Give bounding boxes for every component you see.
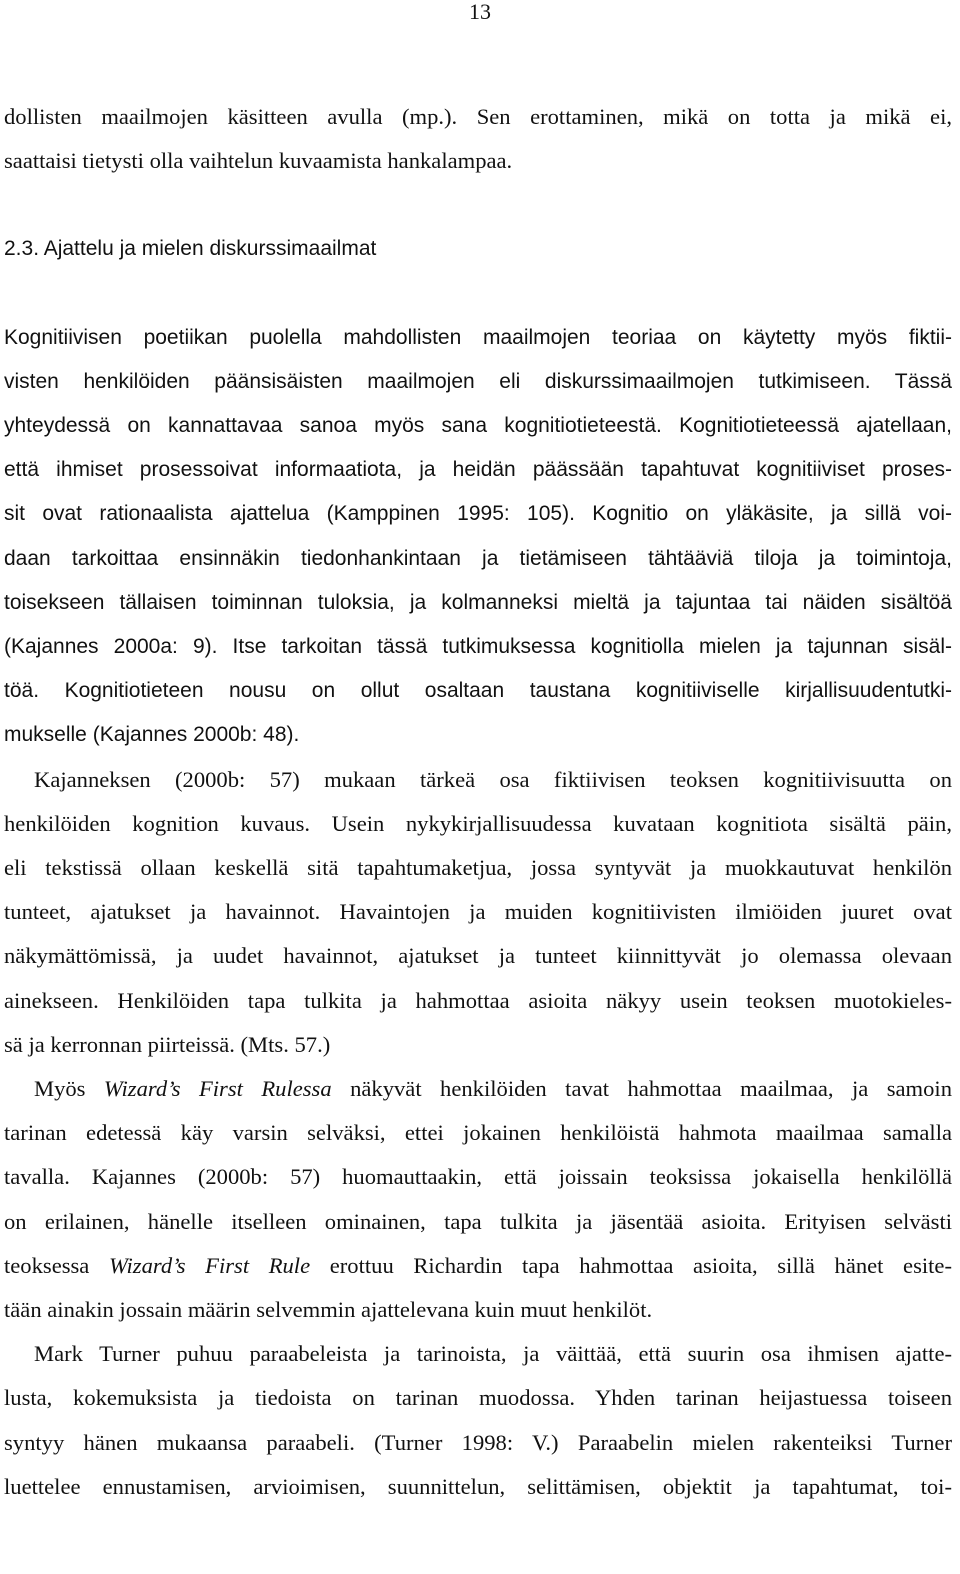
text-line: syntyy hänen mukaansa paraabeli. (Turner 1998: V.) Paraabelin mielen rakenteiksi Turner [4,1429,952,1455]
text-line: sit ovat rationaalista ajattelua (Kamppinen 1995: 105). Kognitio on yläkäsite, ja sillä voi- [4,502,952,526]
paragraph-3 [4,1067,952,1332]
text-line: (Kajannes 2000a: 9). Itse tarkoitan tässä tutkimuksessa kognitiolla mielen ja tajunnan sisäl- [4,635,952,659]
text-line: tavalla. Kajannes (2000b: 57) huomauttaakin, että joissain teoksissa jokaisella henkilöllä [4,1164,952,1190]
text-line: yhteydessä on kannattavaa sanoa myös sana kognitiotieteestä. Kognitiotieteessä ajatellaan, [4,414,952,438]
intro-paragraph [4,95,952,183]
text-line [4,1067,952,1111]
section-heading [4,227,952,271]
text-run: erottuu Richardin tapa hahmottaa asioita, sillä hänet esite- [310,1252,952,1278]
text-line: tään ainakin jossain määrin selvemmin ajattelevana kuin muut henkilöt. [4,1297,653,1323]
paragraph-1 [4,316,952,758]
text-line: toisekseen tällaisen toiminnan tuloksia, ja kolmanneksi mieltä ja tajuntaa tai näiden sisältöä [4,590,952,614]
text-line: Kognitiivisen poetiikan puolella mahdollisten maailmojen teoriaa on käytetty myös fiktii- [4,325,952,349]
text-line [4,1244,952,1288]
text-line: ainekseen. Henkilöiden tapa tulkita ja hahmottaa asioita näkyy usein teoksen muotokieles- [4,987,952,1013]
page-number: 13 [469,0,491,24]
page-body [4,95,952,1509]
text-line: Mark Turner puhuu paraabeleista ja tarinoista, ja väittää, että suurin osa ihmisen ajatte- [34,1341,952,1367]
text-run: Myös [34,1076,104,1102]
text-line: sä ja kerronnan piirteissä. (Mts. 57.) [4,1031,331,1057]
paragraph-4 [4,1332,952,1509]
text-run: näkyvät henkilöiden tavat hahmottaa maailmaa, ja samoin [331,1076,952,1102]
text-line: daan tarkoittaa ensinnäkin tiedonhankintaan ja tietämiseen tähtääviä tiloja ja toimintoja, [4,546,952,570]
section-heading-text: 2.3. Ajattelu ja mielen diskurssimaailmat [4,237,377,261]
paragraph-2 [4,758,952,1067]
text-line: eli tekstissä ollaan keskellä sitä tapahtumaketjua, jossa syntyvät ja muokkautuvat henkilön [4,855,952,881]
text-line: dollisten maailmojen käsitteen avulla (mp.). Sen erottaminen, mikä on totta ja mikä ei, [4,104,952,129]
text-line: että ihmiset prosessoivat informaatiota, ja heidän päässään tapahtuvat kognitiiviset proses- [4,458,952,482]
text-line: tarinan edetessä käy varsin selväksi, ettei jokainen henkilöistä hahmota maailmaa samalla [4,1120,952,1146]
book-title: Wizard’s First Rule [108,1252,311,1278]
text-line: Kajanneksen (2000b: 57) mukaan tärkeä osa fiktiivisen teoksen kognitiivisuutta on [34,766,952,792]
text-line: mukselle (Kajannes 2000b: 48). [4,723,300,747]
text-line: näkymättömissä, ja uudet havainnot, ajatukset ja tunteet kiinnittyvät jo olemassa olevaan [4,943,952,969]
text-line: visten henkilöiden päänsisäisten maailmojen eli diskurssimaailmojen tutkimiseen. Tässä [4,369,952,393]
text-run: teoksessa [4,1252,109,1278]
text-line: luettelee ennustamisen, arvioimisen, suunnittelun, selittämisen, objektit ja tapahtumat, toi- [4,1473,952,1499]
text-line: tunteet, ajatukset ja havainnot. Havaintojen ja muiden kognitiivisten ilmiöiden juuret ovat [4,899,952,925]
book-title: Wizard’s First Rulessa [103,1076,332,1102]
text-line: saattaisi tietysti olla vaihtelun kuvaamista hankalampaa. [4,148,513,174]
text-line: on erilainen, hänelle itselleen ominainen, tapa tulkita ja jäsentää asioita. Erityisen selvästi [4,1208,952,1234]
text-line: henkilöiden kognition kuvaus. Usein nykykirjallisuudessa kuvataan kognitiota sisältä päin, [4,810,952,836]
text-line: töä. Kognitiotieteen nousu on ollut osaltaan taustana kognitiiviselle kirjallisuudentutki- [4,679,952,703]
text-line: lusta, kokemuksista ja tiedoista on tarinan muodossa. Yhden tarinan heijastuessa toiseen [4,1385,952,1411]
